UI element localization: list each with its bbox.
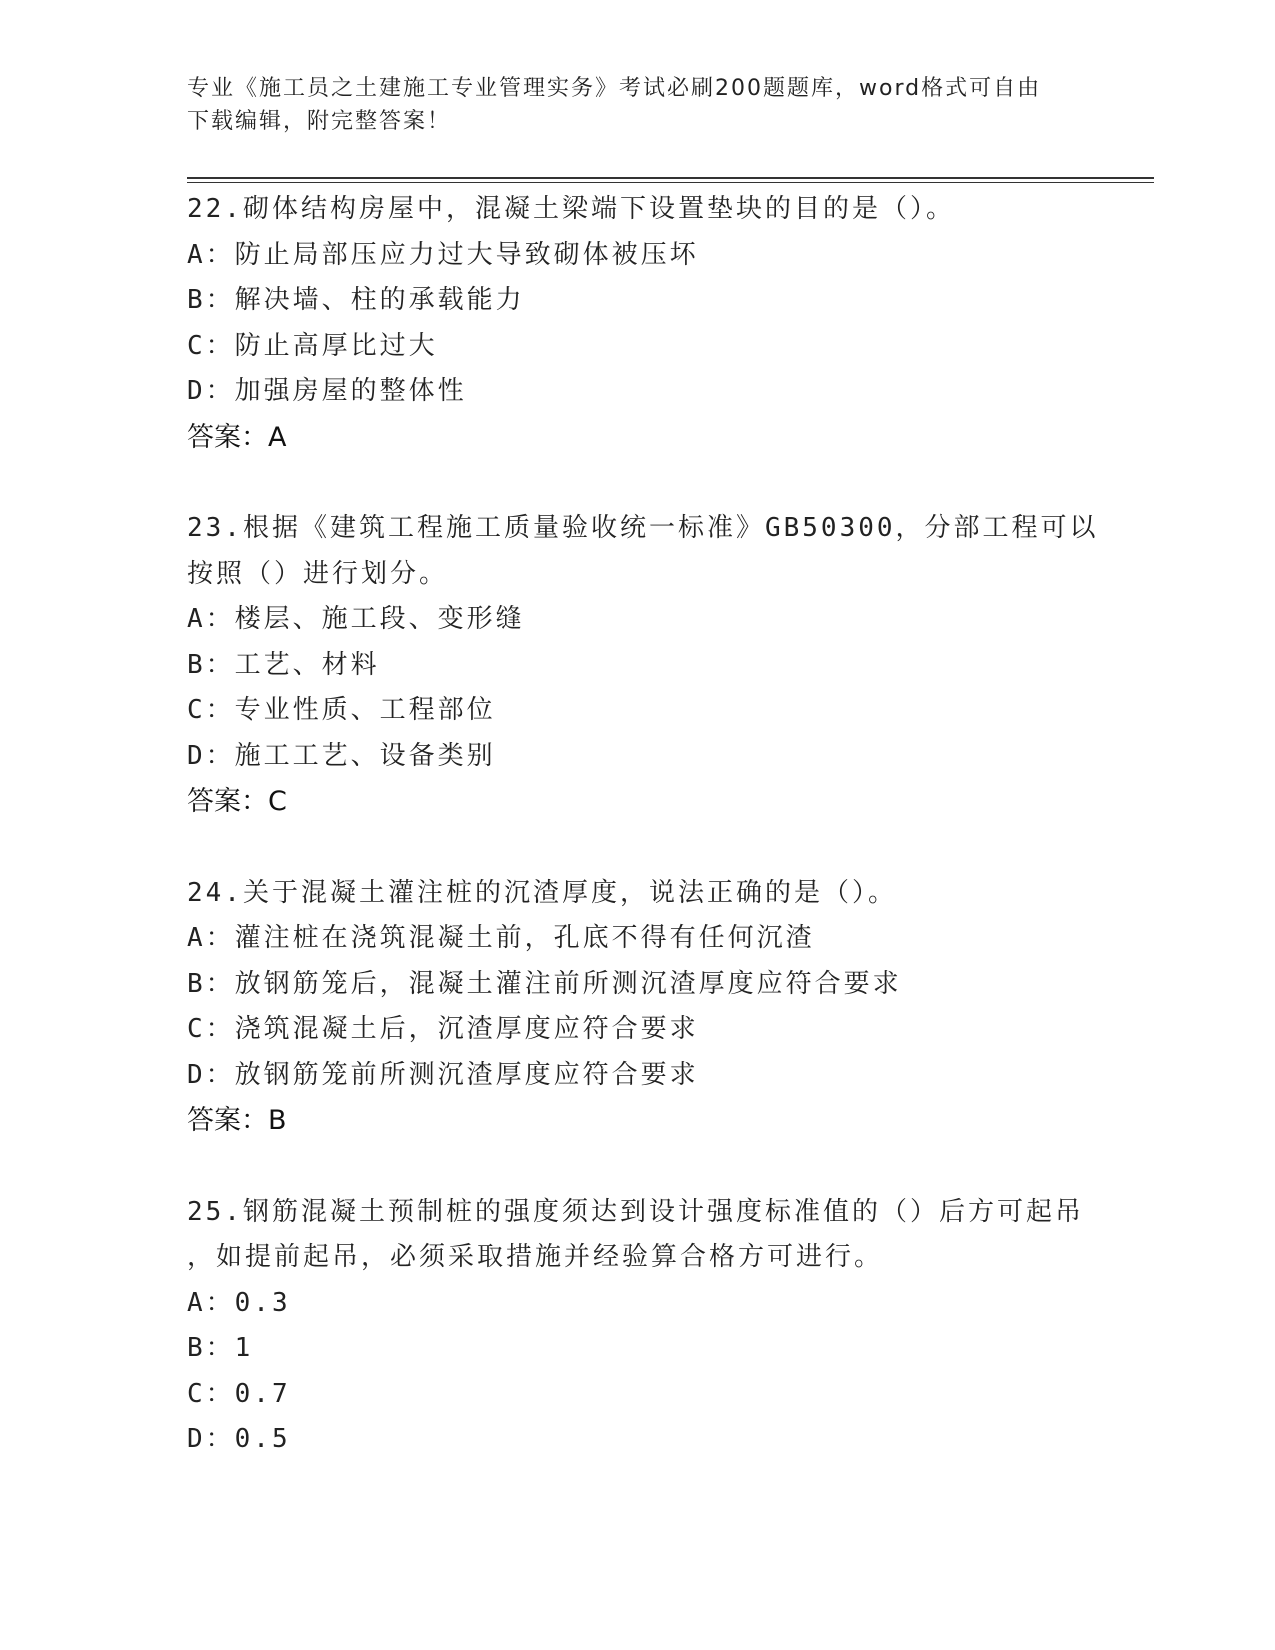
question-stem-continued: 按照（）进行划分。 — [187, 558, 449, 589]
option-b: B：工艺、材料 — [187, 649, 380, 680]
option-a: A：0.3 — [187, 1287, 291, 1318]
document-header — [187, 72, 1067, 138]
question-stem: 22.砌体结构房屋中，混凝土梁端下设置垫块的目的是（）。 — [187, 194, 955, 224]
option-c: C：专业性质、工程部位 — [187, 695, 496, 725]
option-d: D：0.5 — [187, 1424, 291, 1454]
question-stem: 24.关于混凝土灌注桩的沉渣厚度，说法正确的是（）。 — [187, 877, 897, 908]
option-a: A：灌注桩在浇筑混凝土前，孔底不得有任何沉渣 — [187, 923, 815, 953]
answer-line: 答案：B — [187, 1105, 287, 1136]
question-stem-continued: ，如提前起吊，必须采取措施并经验算合格方可进行。 — [187, 1242, 884, 1272]
option-a: A：防止局部压应力过大导致砌体被压坏 — [187, 239, 699, 270]
option-d: D：放钢筋笼前所测沉渣厚度应符合要求 — [187, 1059, 699, 1090]
option-c: C：0.7 — [187, 1378, 291, 1409]
header-divider-thick — [187, 177, 1154, 179]
option-b: B：放钢筋笼后，混凝土灌注前所测沉渣厚度应符合要求 — [187, 968, 902, 999]
answer-line: 答案：C — [187, 786, 287, 817]
option-d: D：施工工艺、设备类别 — [187, 740, 496, 771]
header-divider-thin — [187, 182, 1154, 183]
option-c: C：防止高厚比过大 — [187, 330, 438, 361]
question-22 — [187, 187, 1087, 460]
answer-line: 答案：A — [187, 421, 287, 453]
option-d: D：加强房屋的整体性 — [187, 376, 467, 406]
question-list — [187, 187, 1099, 1509]
option-a: A：楼层、施工段、变形缝 — [187, 604, 525, 634]
option-b: B：1 — [187, 1333, 254, 1363]
header-line-2: 下载编辑，附完整答案！ — [187, 109, 452, 134]
question-stem: 23.根据《建筑工程施工质量验收统一标准》GB50300，分部工程可以 — [187, 513, 1099, 543]
question-23 — [187, 506, 1099, 825]
question-25 — [187, 1190, 1087, 1463]
option-c: C：浇筑混凝土后，沉渣厚度应符合要求 — [187, 1014, 699, 1044]
option-b: B：解决墙、柱的承载能力 — [187, 285, 525, 315]
question-24 — [187, 871, 1087, 1144]
header-line-1: 专业《施工员之土建施工专业管理实务》考试必刷200题题库，word格式可自由 — [187, 76, 1042, 101]
question-stem: 25.钢筋混凝土预制桩的强度须达到设计强度标准值的（）后方可起吊 — [187, 1196, 1084, 1227]
